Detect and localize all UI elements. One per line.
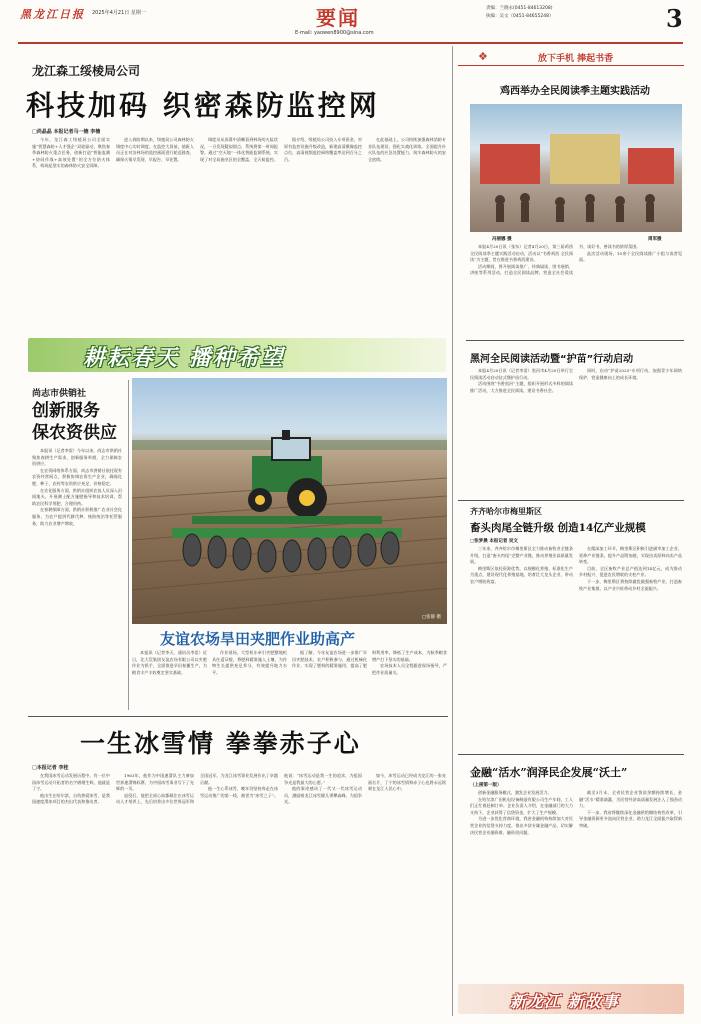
masthead [0,0,701,44]
dingning-paragraph: 他的事迹感动了一代又一代冰雪运动员，激励着龙江冰雪健儿勇攀高峰，为国争光。 [284,786,362,805]
reading1-headline: 鸡西举办全民阅读季主题实践活动 [500,86,650,97]
date-line: 2025年4月21日 星期一 [92,10,146,16]
farm-tractor-photo [132,378,447,624]
disc-harrow [172,516,402,572]
reading1-paragraph: 活动期间，将开展阅读推广、经典诵读、图书展销、讲座等系列活动，打造全民阅读品牌，营造全社会爱读书、读好书、善读书的浓厚氛围。 [470,244,641,276]
reading1-paragraph: 此次活动现场，10余个全民阅读推广小组与读者见面。 [579,250,682,263]
reading2-paragraph: 同时，启动“护苗2025”专项行动，加强青少年网络保护，营造健康向上的成长环境。 [579,368,682,380]
shangzhi-headline-text: 创新服务 保农资供应 [32,401,117,443]
dingning-paragraph: 退役后，他把全部心血都倾注在冰雪运动人才培养上，先后培养出多位世界冠军和全国冠军，为龙江冰雪事业发展作出了卓越贡献。 [116,773,278,805]
section-title: 要闻 [316,6,360,30]
finance-paragraph: 为进一步优化营商环境，我省金融机构持续加大对民营企业的信贷支持力度，推出多款专属金融产品，切实解决民营企业融资难、融资贵问题。 [470,816,573,835]
main-column-divider [452,46,453,1016]
shangzhi-paragraph: 在农资网络体系方面，尚志市供销社依托现有农资经营网点，积极协调农资生产企业，确保化肥、种子、农药等农资供应充足、价格稳定。 [32,467,122,486]
livestock-headline: 畜头肉尾全链升级 创造14亿产业规模 [470,522,646,534]
lead-body [32,137,446,333]
dingning-paragraph: 他一生心系冰雪，晚年仍坚持奔走在冰雪运动推广的第一线，被誉为“冰雪之子”。他说：“冰雪运动是我一生的追求，为祖国争光是我最大的心愿。” [200,773,362,798]
section-rule [458,500,684,501]
book-icon: ❖ [478,50,488,63]
bottom-banner [458,984,684,1014]
column-divider [128,380,129,710]
farm-illustration [132,378,447,624]
finance-paragraph: 截至3月末，全省民营企业贷款余额持续增长，金融“活水”精准滴灌，为民营经济高质量发展注入了强劲动力。 [579,790,682,809]
paper-name-logo: 黑龙江日报 [20,8,85,21]
youyi-headline: 友谊农场旱田夹肥作业助高产 [160,630,356,648]
youyi-paragraph: 据了解，今年友谊农场进一步推广旱田夹肥技术，农户积极参与，通过机械化作业，实现了肥料的精准施用，提高了肥料利用率，降低了生产成本，为秋季粮食增产打下坚实的基础。 [292,650,447,669]
reading2-paragraph: 活动围绕“书香黑河”主题，组织开展形式多样的阅读推广活动，大力推进全民阅读，建设书香社会。 [470,381,573,393]
reading2-headline: 黑河全民阅读活动暨“护苗”行动启动 [470,354,634,365]
reading2-paragraph: 本报4月20日讯（记者李雷）黑河市4月20日举行全民阅读活动启动仪式暨护苗行动。 [470,368,573,380]
reading-event-illustration [470,104,682,232]
reading-event-photo [470,104,682,232]
livestock-paragraph: 梅里斯区依托资源优势，以规模化养殖、标准化生产为重点，建设现代化养殖基地，培育壮大龙头企业，带动农户增收致富。 [470,565,573,584]
bottom-banner-text: 新龙江 新故事 [510,992,619,1011]
lead-paragraph: 据介绍，绥棱局公司投入专项资金，对原有监控设施升级改造，新建高清摄像监控点位，高清视频监控网络覆盖率达到百分之百。 [284,137,362,162]
youyi-paragraph: 农场技术人员全程跟进现场指导，严把作业质量关。 [372,663,447,675]
livestock-byline: □张梦晨 本报记者 吴文 [470,539,518,544]
feature-banner-text: 耕耘春天 播种希望 [83,345,285,371]
lead-paragraph: 今年，龙江森工绥棱局公司全面实施“智慧森防+人才强企”双轮驱动，聚焦春季森林防火重点任务，创新打造“智能监测+协同作战+高效处置”的全方位防火体系，构筑起坚实的森林防火安全屏障。 [32,137,110,169]
reading1-paragraph: 本报4月20日讯（张东）记者4月20日，第三届鸡西全民阅读季主题实践活动启动，活动以“书香鸡西 全民阅读”为主题，旨在推进书香鸡西建设。 [470,244,573,263]
section-rule [458,754,684,755]
shangzhi-paragraph: 在农化服务方面，供销社组织农技人员深入田间地头，开展测土配方施肥指导和技术培训，帮助农民科学用肥、合理用药。 [32,487,122,506]
livestock-paragraph: 下一步，梅里斯区将持续做优做强畜牧产业，打造畜牧产业集群，以产业兴旺带动乡村全面振兴。 [579,578,682,591]
shangzhi-kicker: 尚志市供销社 [32,389,87,399]
dingning-headline: 一生冰雪情 拳拳赤子心 [80,729,361,758]
lead-paragraph: 在此基础上，公司持续加强森林消防专业队伍建设，强化实战化训练，全面提升扑火队伍的应急处置能力，筑牢森林防火的安全底线。 [368,137,446,162]
youyi-paragraph: 本报讯（记者李天，通讯员李雷）近日，北大荒集团友谊农场有限公司以夹肥作业为抓手，全面推进旱田春播生产，为粮食丰产丰收奠定坚实基础。 [132,650,207,675]
reading-photo-caption: 冯丽娜 摄 [492,237,512,242]
lead-paragraph: 进入春防期以来，绥棱局公司森林防火调度中心实时调度。在监控大屏前，值班人员正在对各林场的监控画面进行轮巡排查，确保火情早发现、早报告、早处置。 [116,137,194,162]
livestock-paragraph: 目前，全区畜牧产业总产值达到14亿元，成为推动乡村振兴、促进农民增收的支柱产业。 [579,565,682,578]
reading1-body [470,244,682,334]
youyi-body [132,650,447,710]
lead-headline: 科技加码 织密森防监控网 [26,89,380,122]
section-rule [466,340,684,341]
dingning-body [32,773,446,1015]
livestock-kicker: 齐齐哈尔市梅里斯区 [470,507,542,516]
masthead-rule [18,42,683,44]
dingning-paragraph: 在我国冰雪运动发展历程中，有一位中国冰雪运动开拓者的名字熠熠生辉，他就是丁宁。 [32,773,110,792]
reading-banner [458,48,684,66]
lead-paragraph: 调度员从屏幕中清晰看到林场的火险状况，一旦发现疑似烟点，系统将第一时间报警。通过“空天地”一体化智能监测系统，实现了对全局施业区的全覆盖、全天候监控。 [200,137,278,162]
finance-headline: 金融“活水”润泽民企发展“沃土” [470,766,628,779]
dingning-paragraph: 1963年，他作为中国速滑队主力参加世界速滑锦标赛，为中国冰雪事业写下了光辉的一页。 [116,773,194,792]
editor-line-1: 责编：兰晓永(0451-84613208) [486,6,553,11]
livestock-body [470,546,682,748]
finance-paragraph: 在哈尔滨广田机电设备制造有限公司生产车间，工人们正忙着赶制订单。企业负责人介绍，在金融部门的大力支持下，企业获得了信贷资金，扩大了生产规模。 [470,796,573,815]
section-email: E-mail: yaowen8900@sina.com [295,30,374,36]
lead-kicker: 龙江森工绥棱局公司 [32,64,141,78]
finance-paragraph: 创新金融服务模式，激发企业发展活力。 [478,790,552,795]
finance-byline: （上接第一版） [470,783,502,788]
finance-body [470,790,682,978]
livestock-paragraph: 在精深加工环节，梅里斯区积极引进屠宰加工企业，延伸产业链条，提升产品附加值，实现由卖原料向卖产品转变。 [579,546,682,565]
farm-photo-credit: □张静 摄 [421,615,441,620]
reading2-body [470,368,682,498]
editor-line-2: 执编：吴文（0451-84655248） [486,14,554,19]
shangzhi-body [32,448,122,710]
reading-banner-text: 放下手机 捧起书香 [538,54,614,64]
feature-banner [28,338,446,372]
dingning-paragraph: 如今，冰雪运动已经成为龙江的一张亮丽名片，丁宁的冰雪情和赤子心也将永远铭刻在龙江人民心中。 [368,773,446,792]
dingning-paragraph: 他出生在哈尔滨，自幼热爱冰雪，是我国速度滑冰项目的杰出代表和推动者。 [32,792,110,805]
page-number: 3 [666,4,683,33]
youyi-paragraph: 作业现场，大型机车牵引夹肥整地机具往返穿梭，将肥料精准施入土壤，为作物生长提供充足养分，有效提升地力水平。 [212,650,287,675]
dingning-byline: □本报记者 李桂 [32,765,69,771]
shangzhi-paragraph: 本报讯（记者李雷）今年以来，尚志市供销社聚焦春耕生产需求，创新服务举措，全力保障农资供应。 [32,448,122,467]
shangzhi-headline [32,400,122,444]
livestock-paragraph: 三年来，齐齐哈尔市梅里斯区全力推动畜牧业全链条升级，打造“畜头肉尾”完整产业链，推动养殖业高质量发展。 [470,546,573,565]
reading-photo-credit: 周军摄 [648,237,662,242]
lead-byline: □尚晶晶 本报记者马一楠 李楠 [32,129,101,135]
shangzhi-paragraph: 在春耕保障方面，供销社积极推广农业社会化服务，为农户提供代耕代种、统防统治等托管服务，助力农业增产增收。 [32,507,122,526]
finance-paragraph: 下一步，我省将继续深化金融供给侧结构性改革，引导金融资源更多流向民营企业，助力龙江全面振兴取得新突破。 [579,809,682,828]
section-rule [28,716,448,717]
